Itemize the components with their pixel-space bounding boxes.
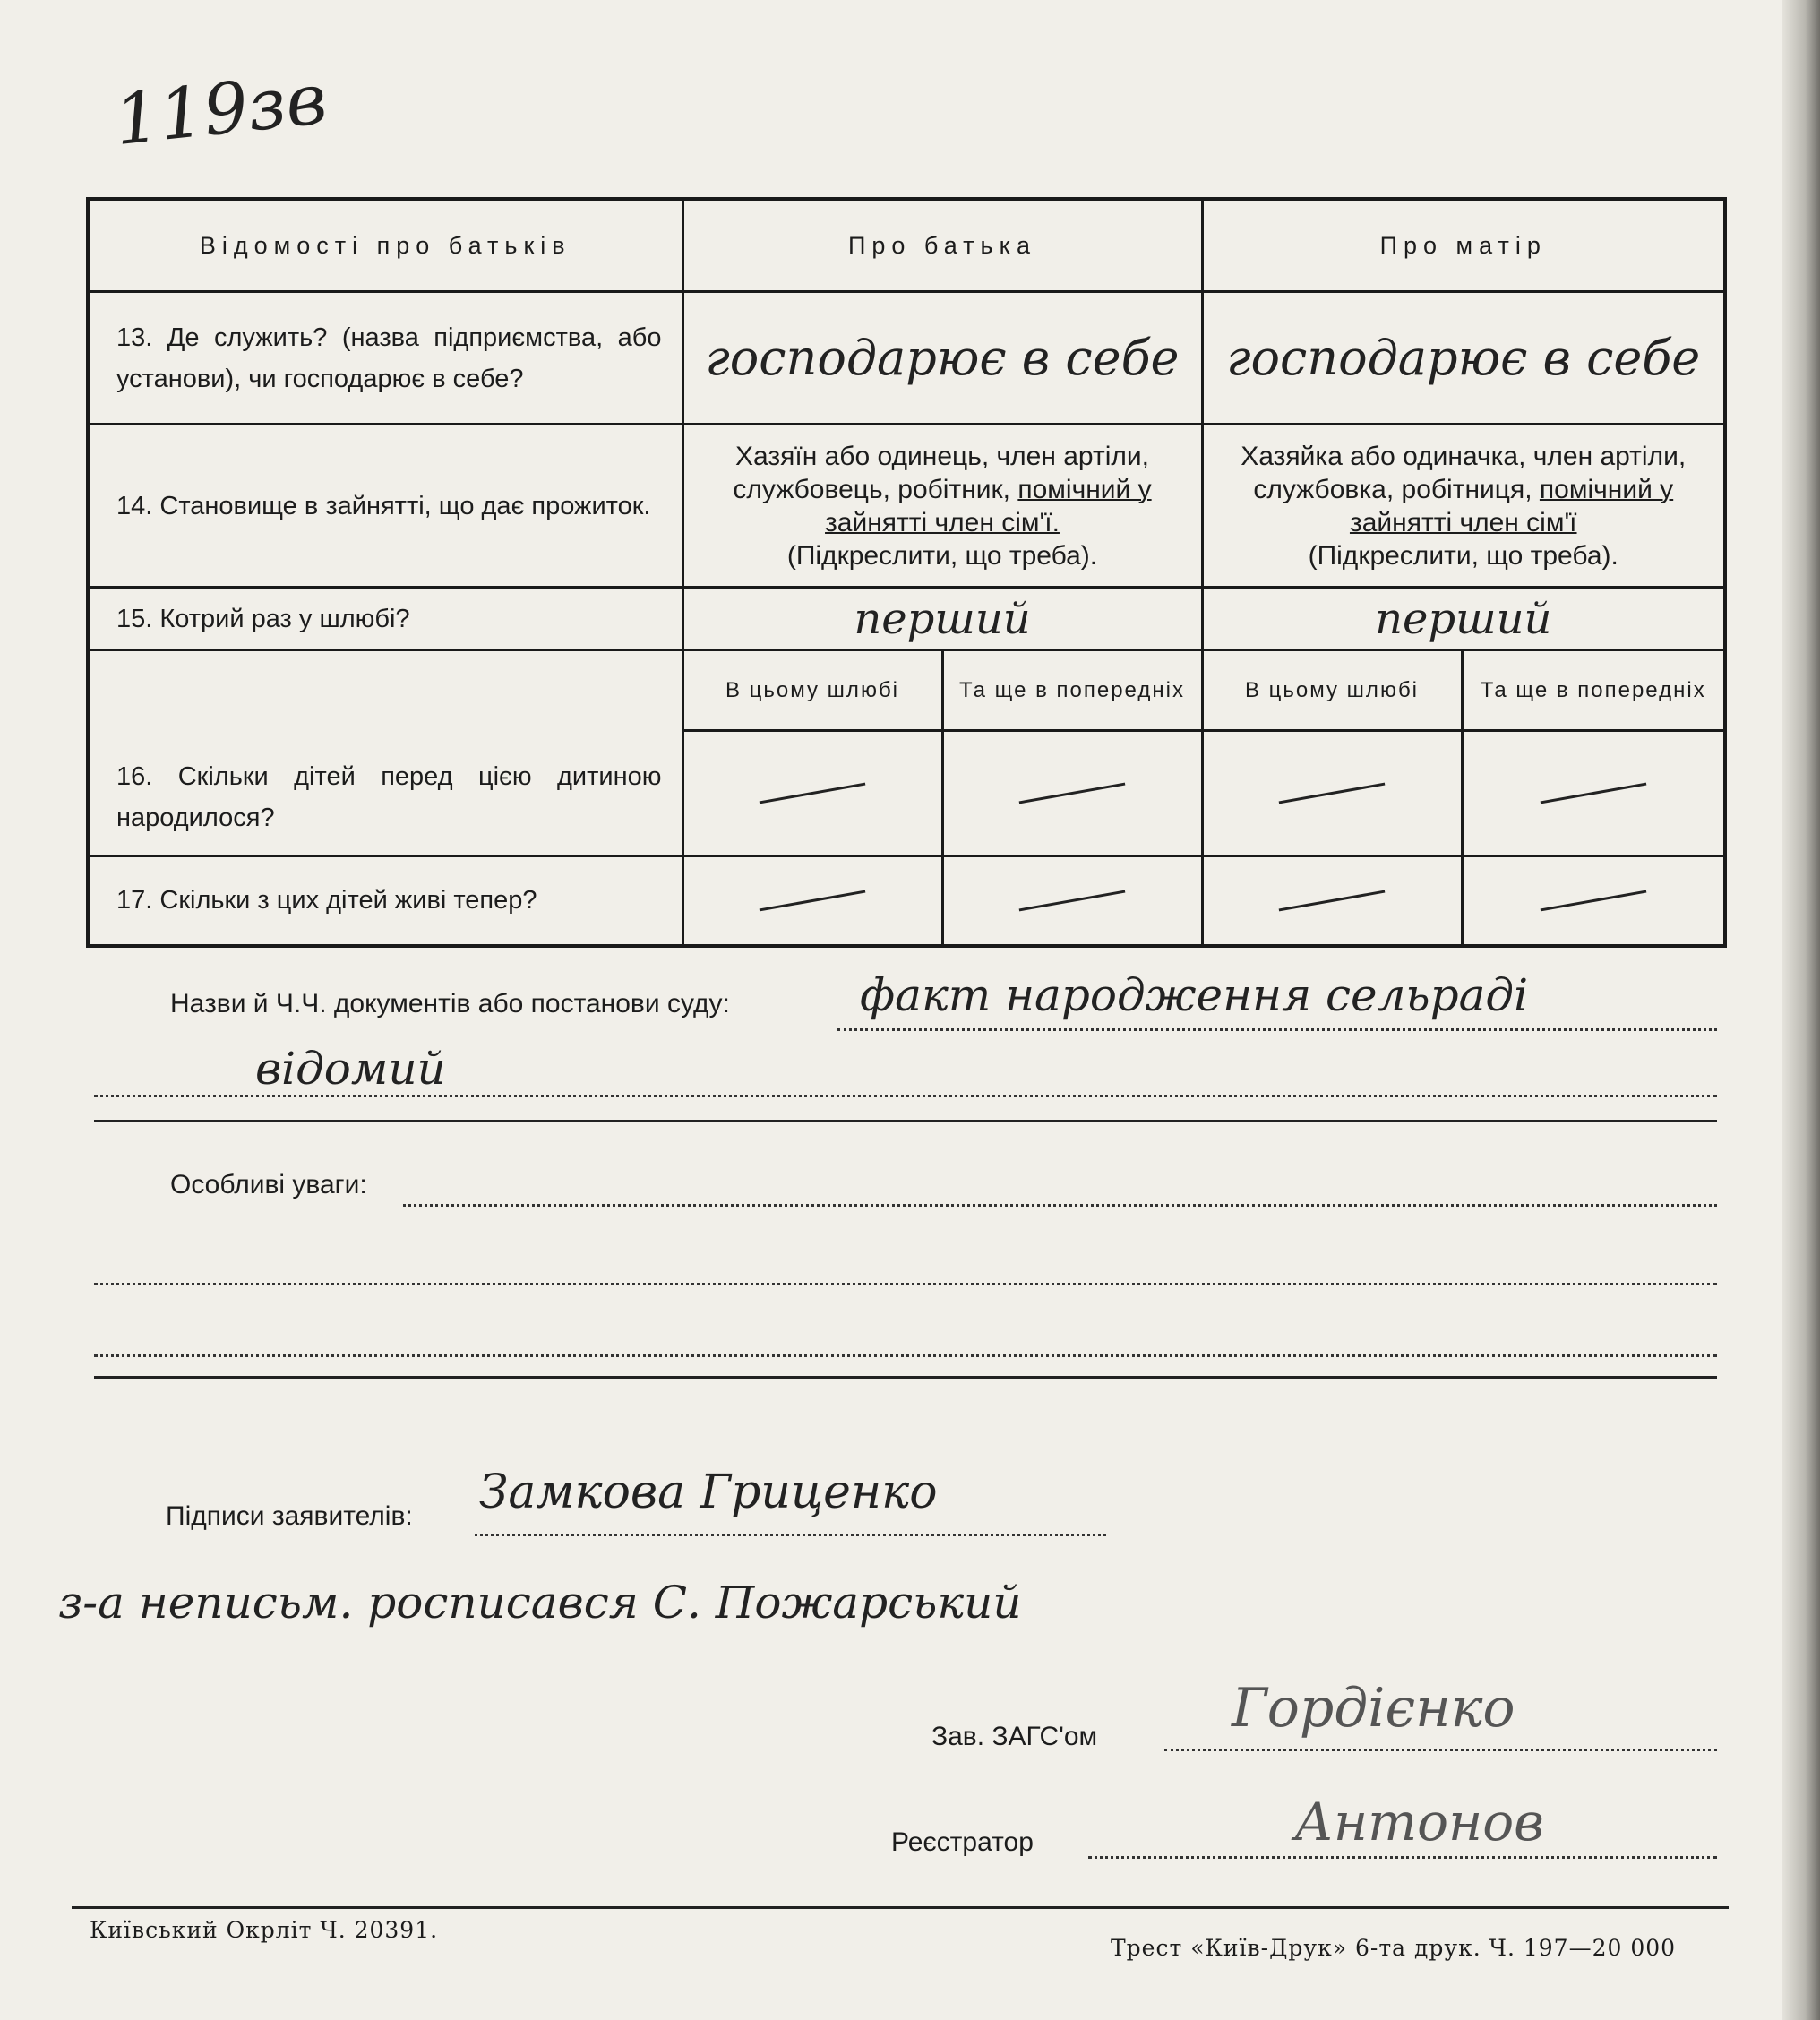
dash-mark [1019, 890, 1126, 911]
q16-father-previous [942, 731, 1202, 856]
question-13-label: 13. Де служить? (назва підприємства, або установи), чи господарює в себе? [88, 292, 682, 425]
mother-previous-header: Та ще в попередніх [1462, 650, 1725, 731]
mother-occupation-value: господарює в себе [1202, 292, 1725, 425]
mother-employment-options [1202, 425, 1725, 588]
dash-mark [1540, 890, 1646, 911]
father-employment-options [682, 425, 1202, 588]
remarks-section [94, 1165, 1717, 1388]
header-about-mother: Про матір [1202, 199, 1725, 292]
table-row-15 [88, 588, 1725, 650]
father-options-note: (Підкреслити, що треба). [786, 540, 1098, 571]
question-16-label: 16. Скільки дітей перед цією дитиною народилося? [88, 650, 682, 856]
table-header-row [88, 199, 1725, 292]
signatures-label: Підписи заявителів: [166, 1501, 413, 1531]
dotted-line [1088, 1856, 1717, 1859]
q16-mother-this-marriage [1202, 731, 1462, 856]
documents-label: Назви й Ч.Ч. документів або постанови суду: [170, 989, 730, 1019]
dash-mark [1540, 783, 1646, 804]
dash-mark [1279, 783, 1386, 804]
father-previous-header: Та ще в попередніх [942, 650, 1202, 731]
q17-mother-this-marriage [1202, 856, 1462, 946]
father-occupation-value: господарює в себе [682, 292, 1202, 425]
dash-mark [760, 783, 866, 804]
rule-line [94, 1120, 1717, 1122]
q16-mother-previous [1462, 731, 1725, 856]
dash-mark [1019, 783, 1126, 804]
documents-value-line1: факт народження сельраді [860, 969, 1529, 1021]
father-this-marriage-header: В цьому шлюбі [682, 650, 942, 731]
mother-this-marriage-header: В цьому шлюбі [1202, 650, 1462, 731]
dash-mark [1279, 890, 1386, 911]
applicant-signature: Замкова Гриценко [479, 1466, 938, 1519]
mother-marriage-count: перший [1202, 588, 1725, 650]
dash-mark [760, 890, 866, 911]
mother-options-text: Хазяйка або одиначка, член артіли, службовка, робітниця, [1241, 441, 1687, 504]
footer-printer-left: Київський Окрліт Ч. 20391. [90, 1917, 439, 1943]
header-parents-info: Відомості про батьків [88, 199, 682, 292]
table-subheader-row [88, 650, 1725, 731]
father-selected-option: помічний у зайнятті член сім'ї. [825, 474, 1152, 537]
dotted-line [94, 1095, 1717, 1097]
q17-father-previous [942, 856, 1202, 946]
dotted-line [94, 1283, 1717, 1285]
header-about-father: Про батька [682, 199, 1202, 292]
footer-printer-right: Трест «Київ-Друк» 6-та друк. Ч. 197—20 000 [1111, 1935, 1677, 1961]
parents-info-table [86, 197, 1727, 948]
question-14-label: 14. Становище в зайнятті, що дає прожиток. [88, 425, 682, 588]
archive-page-number: 119зв [110, 58, 331, 162]
documents-section [94, 969, 1717, 1138]
q17-mother-previous [1462, 856, 1725, 946]
dotted-line [837, 1028, 1717, 1031]
applicant-proxy-signature: з-а неписьм. росписався С. Пожарський [58, 1577, 1022, 1629]
father-options-text: Хазяїн або одинець, член артіли, службовець, робітник, [733, 441, 1149, 504]
table-row-14 [88, 425, 1725, 588]
registrar-label: Реєстратор [891, 1827, 1034, 1857]
remarks-label: Особливі уваги: [170, 1170, 367, 1199]
mother-selected-option: помічний у зайнятті член сім'ї [1349, 474, 1674, 537]
mother-options-note: (Підкреслити, що треба). [1308, 540, 1618, 571]
dotted-line [1164, 1749, 1717, 1751]
page-edge [1782, 0, 1820, 2020]
question-17-label: 17. Скільки з цих дітей живі тепер? [88, 856, 682, 946]
rule-line [94, 1376, 1717, 1379]
father-marriage-count: перший [682, 588, 1202, 650]
dotted-line [475, 1534, 1106, 1536]
head-registry-signature: Гордієнко [1232, 1677, 1515, 1740]
documents-value-line2: відомий [255, 1043, 446, 1095]
signatures-section [58, 1466, 1717, 1881]
q17-father-this-marriage [682, 856, 942, 946]
question-15-label: 15. Котрий раз у шлюбі? [88, 588, 682, 650]
table-row-13 [88, 292, 1725, 425]
q16-father-this-marriage [682, 731, 942, 856]
table-row-17 [88, 856, 1725, 946]
footer-rule [72, 1906, 1729, 1909]
dotted-line [403, 1204, 1717, 1207]
registrar-signature: Антонов [1294, 1792, 1544, 1852]
head-registry-label: Зав. ЗАГС'ом [931, 1722, 1098, 1751]
dotted-line [94, 1354, 1717, 1357]
